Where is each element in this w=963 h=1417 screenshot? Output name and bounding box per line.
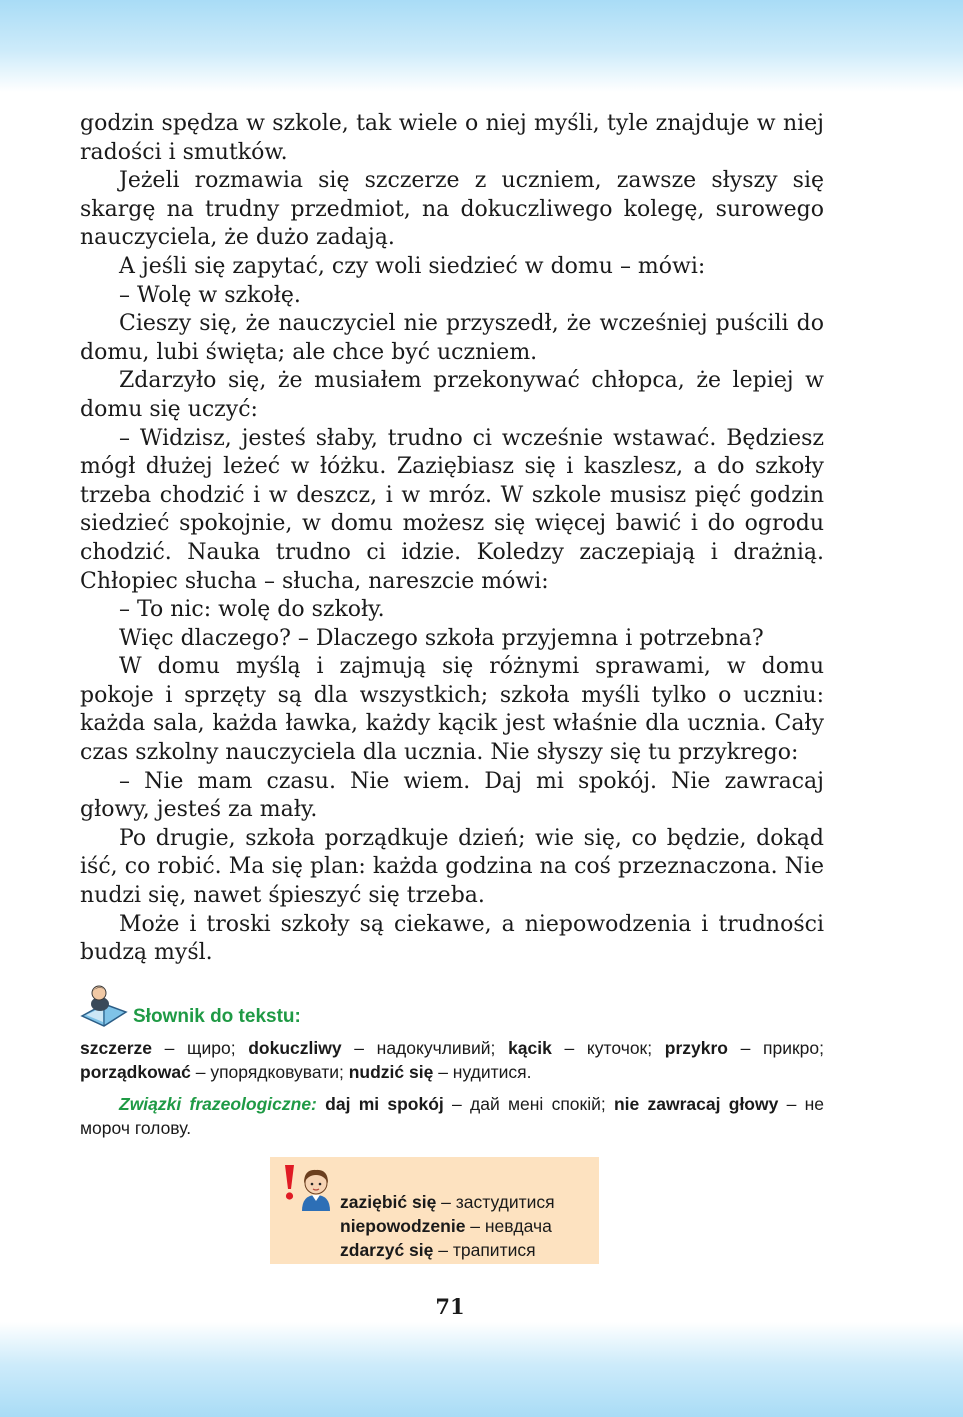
vocab-word: nudzić się <box>348 1062 434 1082</box>
phrases-entries <box>80 1092 824 1140</box>
dialogue-line: – Widzisz, jesteś słaby, trudno ci wcześnie wstawać. Będziesz mógł dłużej leżeć w łóżku. Zaziębiasz się i kaszlesz, a do szkoły trzeba chodzić i w deszcz, i w mróz. W szkole musisz pięć godzin siedzieć spokojnie, w domu możesz się więcej bawić i do ogrodu chodzić. Nauka trudno ci idzie. Koledzy zaczepiają i drażnią. Chłopiec słucha – słucha, nareszcie mówi: <box>80 425 824 594</box>
vocab-word: kącik <box>508 1038 552 1058</box>
vocab-meaning: – надокучливий; <box>341 1038 509 1058</box>
page-number: 71 <box>435 1294 465 1319</box>
paragraph: Jeżeli rozmawia się szczerze z uczniem, zawsze słyszy się skargę na trudny przedmiot, na dokuczliwego kolegę, surowego nauczyciela, że dużo zadają. <box>80 168 824 251</box>
paragraph: A jeśli się zapytać, czy woli siedzieć w domu – mówi: <box>119 253 706 279</box>
main-text <box>80 110 824 968</box>
note-entry <box>340 1238 555 1262</box>
vocab-word: przykro <box>664 1038 728 1058</box>
phrase-meaning: – дай мені спокій; <box>443 1094 614 1114</box>
note-entry <box>340 1190 555 1214</box>
vocab-meaning: – прикро; <box>727 1038 824 1058</box>
reading-student-icon <box>80 984 128 1028</box>
phrases-label: Związki frazeologiczne: <box>119 1094 317 1114</box>
bottom-gradient-band <box>0 1322 963 1417</box>
note-word: zaziębić się <box>340 1192 437 1212</box>
vocab-meaning: – куточок; <box>551 1038 665 1058</box>
paragraph: W domu myślą i zajmują się różnymi sprawami, w domu pokoje i sprzęty są dla wszystkich; szkoła myśli tylko o uczniu: każda sala, każda ławka, każdy kącik jest właśnie dla ucznia. Cały czas szkolny nauczyciela dla ucznia. Nie słyszy się tu przykrego: <box>80 654 824 766</box>
vocab-meaning: – щиро; <box>152 1038 249 1058</box>
phrase-word: nie zawracaj głowy <box>613 1094 779 1114</box>
paragraph: Więc dlaczego? – Dlaczego szkoła przyjemna i potrzebna? <box>119 625 764 651</box>
phrase-meaning: – не мороч голову. <box>80 1094 824 1138</box>
vocabulary-title: Słownik do tekstu: <box>133 1006 301 1027</box>
note-lines <box>340 1190 555 1262</box>
note-meaning: – трапитися <box>433 1240 536 1260</box>
note-word: zdarzyć się <box>340 1240 434 1260</box>
exclamation-girl-icon <box>280 1161 330 1213</box>
vocab-meaning: – нудитися. <box>433 1062 532 1082</box>
dialogue-line: – To nic: wolę do szkoły. <box>119 597 385 623</box>
dialogue-line: – Wolę w szkołę. <box>119 282 301 308</box>
vocab-word: szczerze <box>80 1038 152 1058</box>
vocabulary-entries <box>80 1036 824 1084</box>
paragraph: Cieszy się, że nauczyciel nie przyszedł, że wcześniej puścili do domu, lubi święta; ale chce być uczniem. <box>80 311 824 365</box>
dialogue-line: – Nie mam czasu. Nie wiem. Daj mi spokój. Nie zawracaj głowy, jesteś za mały. <box>80 768 824 823</box>
vocab-meaning: – упорядковувати; <box>190 1062 349 1082</box>
note-word: niepowodzenie <box>340 1216 466 1236</box>
note-meaning: – застудитися <box>436 1192 555 1212</box>
note-box <box>270 1157 599 1264</box>
vocabulary-list <box>80 1036 824 1140</box>
vocab-word: porządkować <box>80 1062 191 1082</box>
note-meaning: – невдача <box>465 1216 552 1236</box>
note-entry <box>340 1214 555 1238</box>
top-gradient-band <box>0 0 963 92</box>
paragraph: Zdarzyło się, że musiałem przekonywać chłopca, że lepiej w domu się uczyć: <box>80 368 824 422</box>
phrase-word: daj mi spokój <box>325 1094 444 1114</box>
vocabulary-header <box>80 984 824 1034</box>
paragraph: Po drugie, szkoła porządkuje dzień; wie się, co będzie, dokąd iść, co robić. Ma się plan: każda godzina na coś przeznaczona. Nie nudzi się, nawet śpieszyć się trzeba. <box>80 825 824 909</box>
vocab-word: dokuczliwy <box>248 1038 342 1058</box>
paragraph: godzin spędza w szkole, tak wiele o niej myśli, tyle znajduje w niej radości i smutków. <box>80 111 824 165</box>
paragraph: Może i troski szkoły są ciekawe, a niepowodzenia i trudności budzą myśl. <box>80 911 824 966</box>
